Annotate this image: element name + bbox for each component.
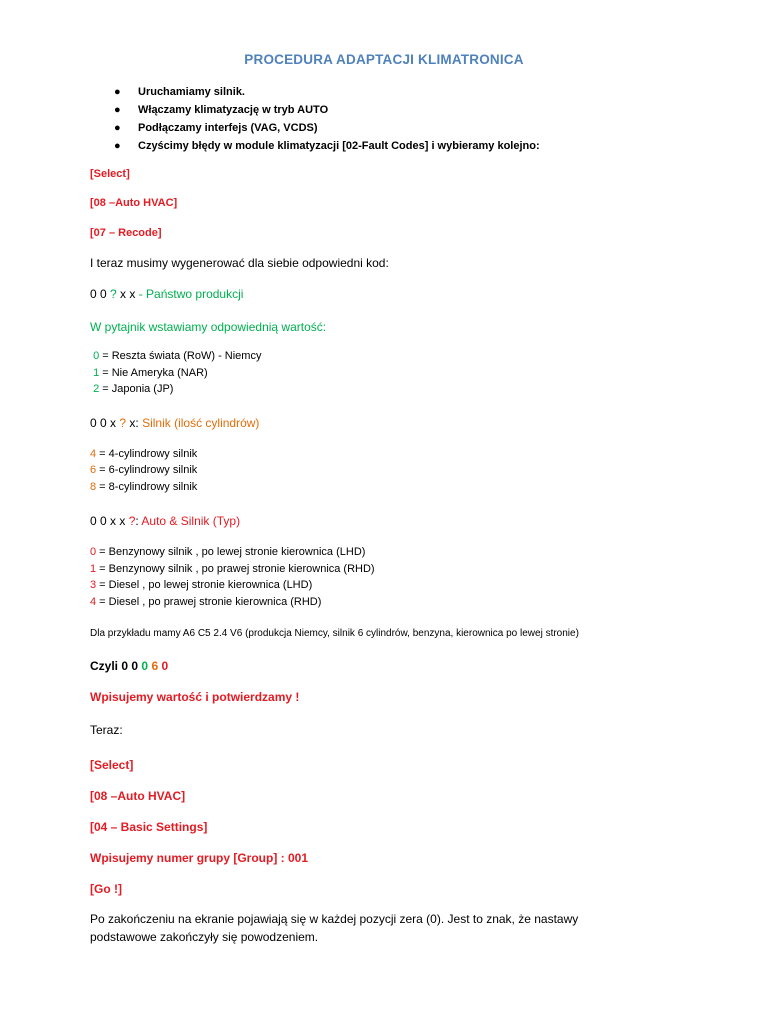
option-text: = 6-cylindrowy silnik — [96, 464, 198, 476]
code-rest: x x — [116, 287, 139, 301]
code-rest: : — [135, 514, 142, 528]
country-option — [90, 367, 208, 379]
result-digit: 0 — [121, 659, 129, 673]
code-prefix: 0 0 x x — [90, 514, 129, 528]
result-label: Czyli — [90, 659, 122, 673]
option-number: 4 — [90, 448, 97, 460]
option-number: 3 — [90, 579, 97, 591]
option-number: 1 — [93, 367, 100, 379]
type-option — [90, 579, 312, 591]
bullet-text: Włączamy klimatyzację w tryb AUTO — [138, 104, 329, 116]
option-text: = Diesel , po lewej stronie kierownica (LHD) — [96, 579, 313, 591]
final-text-line: podstawowe zakończyły się powodzeniem. — [90, 930, 319, 944]
option-text: = Reszta świata (RoW) - Niemcy — [99, 350, 262, 362]
code-marker: ? — [119, 416, 127, 430]
code-prefix: 0 0 — [90, 287, 111, 301]
intro-text: I teraz musimy wygenerować dla siebie odpowiedni kod: — [90, 256, 389, 270]
green-note: W pytajnik wstawiamy odpowiednią wartość: — [90, 320, 327, 334]
code-engine — [90, 416, 259, 430]
bullet-text-code: 02-Fault Codes — [345, 140, 425, 152]
bullet-text — [138, 140, 540, 152]
bullet-dot: ● — [114, 122, 121, 134]
option-number: 4 — [90, 596, 97, 608]
result-digit: 0 — [131, 659, 139, 673]
result-digit: 0 — [161, 659, 169, 673]
option-text: = 8-cylindrowy silnik — [96, 481, 198, 493]
code-prefix: 0 0 x — [90, 416, 120, 430]
page-title: PROCEDURA ADAPTACJI KLIMATRONICA — [244, 52, 524, 67]
option-text: = Benzynowy silnik , po lewej stronie kierownica (LHD) — [96, 546, 366, 558]
step-go: [Go !] — [90, 882, 122, 896]
code-description: - Państwo produkcji — [138, 287, 244, 301]
confirm-text: Wpisujemy wartość i potwierdzamy ! — [90, 690, 300, 704]
bullet-dot: ● — [114, 140, 121, 152]
option-number: 0 — [93, 350, 100, 362]
option-number: 6 — [90, 464, 97, 476]
type-option — [90, 546, 365, 558]
result-digit: 6 — [151, 659, 159, 673]
option-text: = Benzynowy silnik , po prawej stronie kierownica (RHD) — [96, 563, 375, 575]
bullet-text: Podłączamy interfejs (VAG, VCDS) — [138, 122, 318, 134]
bullet-dot: ● — [114, 86, 121, 98]
option-number: 8 — [90, 481, 97, 493]
option-number: 0 — [90, 546, 97, 558]
step-select: [Select] — [90, 168, 130, 180]
now-label: Teraz: — [90, 723, 123, 737]
option-text: = 4-cylindrowy silnik — [96, 448, 198, 460]
final-text-line: Po zakończeniu na ekranie pojawiają się w każdej pozycji zera (0). Jest to znak, że nastawy — [90, 912, 579, 926]
bullet-text-pre: Czyścimy błędy w module klimatyzacji [ — [138, 140, 346, 152]
code-marker: ? — [128, 514, 136, 528]
result-code — [90, 659, 168, 673]
step-auto-hvac-2: [08 –Auto HVAC] — [90, 789, 186, 803]
option-text: = Japonia (JP) — [99, 383, 174, 395]
type-option — [90, 563, 375, 575]
code-description: Auto & Silnik (Typ) — [141, 514, 241, 528]
country-option — [90, 350, 261, 362]
step-select-2: [Select] — [90, 758, 134, 772]
engine-option — [90, 464, 197, 476]
step-group-number: Wpisujemy numer grupy [Group] : 001 — [90, 851, 309, 865]
option-number: 2 — [93, 383, 100, 395]
example-text: Dla przykładu mamy A6 C5 2.4 V6 (produkcja Niemcy, silnik 6 cylindrów, benzyna, kierownica po lewej stronie) — [90, 628, 579, 639]
option-text: = Nie Ameryka (NAR) — [99, 367, 208, 379]
result-digit: 0 — [141, 659, 149, 673]
code-type — [90, 514, 240, 528]
bullet-dot: ● — [114, 104, 121, 116]
engine-option — [90, 448, 197, 460]
type-option — [90, 596, 321, 608]
bullet-text: Uruchamiamy silnik. — [138, 86, 245, 98]
option-number: 1 — [90, 563, 97, 575]
step-auto-hvac: [08 –Auto HVAC] — [90, 197, 178, 209]
bullet-text-post: ] i wybieramy kolejno: — [424, 140, 540, 152]
country-option — [90, 383, 173, 395]
engine-option — [90, 481, 197, 493]
code-marker: ? — [110, 287, 117, 301]
option-text: = Diesel , po prawej stronie kierownica (RHD) — [96, 596, 322, 608]
step-basic-settings: [04 – Basic Settings] — [90, 820, 208, 834]
step-recode: [07 – Recode] — [90, 227, 162, 239]
code-rest: x: — [126, 416, 143, 430]
code-country — [90, 287, 243, 301]
code-description: Silnik (ilość cylindrów) — [142, 416, 260, 430]
